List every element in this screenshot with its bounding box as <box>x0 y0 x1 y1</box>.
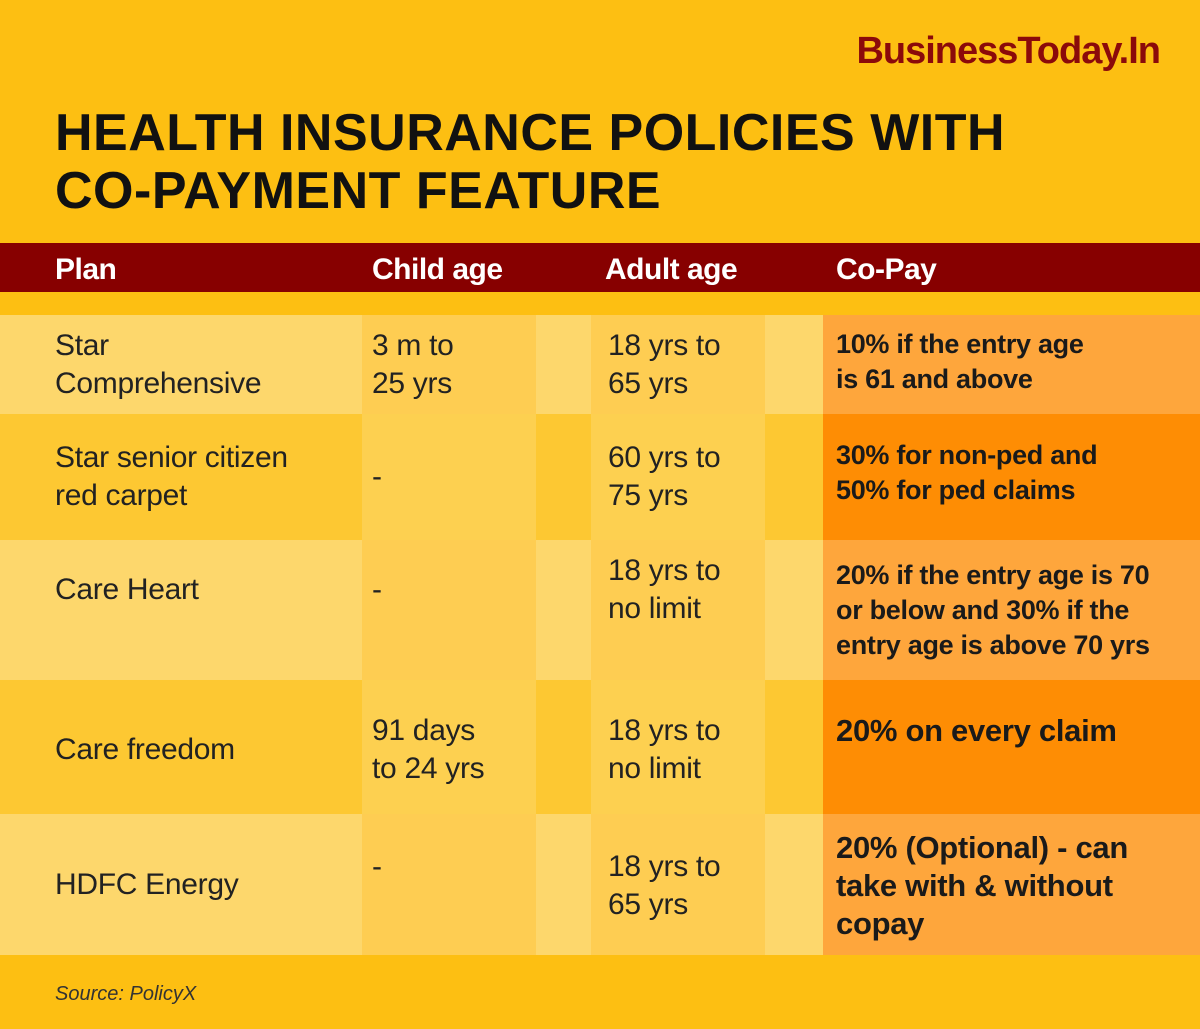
header-child-age: Child age <box>372 253 503 286</box>
copay-line: is 61 and above <box>836 364 1033 394</box>
adult-age-text <box>608 848 720 924</box>
adult-age-line: 18 yrs to <box>608 329 721 362</box>
table-row <box>0 315 1200 414</box>
copay-line: or below and 30% if the <box>836 595 1130 625</box>
plan-text <box>55 327 261 403</box>
table-row <box>0 540 1200 680</box>
child-age-text <box>372 458 382 496</box>
child-age-line: to 24 yrs <box>372 752 485 785</box>
copay-line: 20% if the entry age is 70 <box>836 560 1150 590</box>
header-adult-age: Adult age <box>605 253 738 286</box>
copay-line: 10% if the entry age <box>836 329 1084 359</box>
plan-line: Comprehensive <box>55 367 262 400</box>
plan-text <box>55 731 235 769</box>
copay-text <box>836 558 1150 663</box>
child-age-text <box>372 848 382 886</box>
table-row <box>0 814 1200 955</box>
child-age-line: 25 yrs <box>372 367 452 400</box>
table-header-band <box>0 243 1200 292</box>
brand-logo: BusinessToday.In <box>856 30 1160 72</box>
plan-line: HDFC Energy <box>55 868 239 901</box>
title-line-1: HEALTH INSURANCE POLICIES WITH <box>55 104 1006 162</box>
adult-age-line: 18 yrs to <box>608 554 721 587</box>
adult-age-line: 60 yrs to <box>608 441 721 474</box>
copay-line: take with & without <box>836 868 1113 903</box>
copay-text <box>836 327 1084 397</box>
plan-line: Care freedom <box>55 733 235 766</box>
adult-age-text <box>608 712 720 788</box>
table-row <box>0 680 1200 814</box>
header-plan: Plan <box>55 253 117 286</box>
child-age-text <box>372 327 454 403</box>
source-note: Source: PolicyX <box>55 983 197 1005</box>
copay-line: copay <box>836 906 925 941</box>
child-age-line: 3 m to <box>372 329 454 362</box>
spacer-cell <box>765 414 823 540</box>
copay-text <box>836 438 1097 508</box>
spacer-cell <box>536 315 591 414</box>
title-line-2: CO-PAYMENT FEATURE <box>55 162 662 220</box>
adult-age-line: 18 yrs to <box>608 850 721 883</box>
child-age-line: 91 days <box>372 714 475 747</box>
adult-age-text <box>608 439 720 515</box>
child-age-line: - <box>372 850 382 883</box>
adult-age-text <box>608 552 720 628</box>
plan-text <box>55 571 199 609</box>
copay-line: 20% (Optional) - can <box>836 830 1128 865</box>
plan-line: Star senior citizen <box>55 441 288 474</box>
spacer-cell <box>536 414 591 540</box>
copay-line: 20% on every claim <box>836 713 1117 748</box>
child-age-text <box>372 571 382 609</box>
plan-text <box>55 866 238 904</box>
header-copay: Co-Pay <box>836 253 937 286</box>
spacer-cell <box>765 680 823 814</box>
spacer-cell <box>765 315 823 414</box>
copay-line: 50% for ped claims <box>836 475 1076 505</box>
copay-text <box>836 829 1128 943</box>
plan-line: red carpet <box>55 479 188 512</box>
child-age-line: - <box>372 573 382 606</box>
plan-cell <box>0 540 362 680</box>
child-age-line: - <box>372 460 382 493</box>
adult-age-line: 65 yrs <box>608 367 688 400</box>
child-age-cell <box>362 414 536 540</box>
child-age-text <box>372 712 484 788</box>
adult-age-line: 65 yrs <box>608 888 688 921</box>
child-age-cell <box>362 814 536 955</box>
table-row <box>0 414 1200 540</box>
copay-line: 30% for non-ped and <box>836 440 1098 470</box>
plan-line: Star <box>55 329 109 362</box>
adult-age-line: 75 yrs <box>608 479 688 512</box>
copay-line: entry age is above 70 yrs <box>836 630 1150 660</box>
child-age-cell <box>362 540 536 680</box>
page-title <box>55 104 1005 220</box>
spacer-cell <box>765 814 823 955</box>
copay-text <box>836 712 1117 750</box>
spacer-cell <box>536 680 591 814</box>
adult-age-line: no limit <box>608 752 701 785</box>
adult-age-text <box>608 327 720 403</box>
adult-age-line: no limit <box>608 592 701 625</box>
spacer-cell <box>536 814 591 955</box>
plan-line: Care Heart <box>55 573 199 606</box>
plan-text <box>55 439 288 515</box>
spacer-cell <box>765 540 823 680</box>
spacer-cell <box>536 540 591 680</box>
adult-age-line: 18 yrs to <box>608 714 721 747</box>
